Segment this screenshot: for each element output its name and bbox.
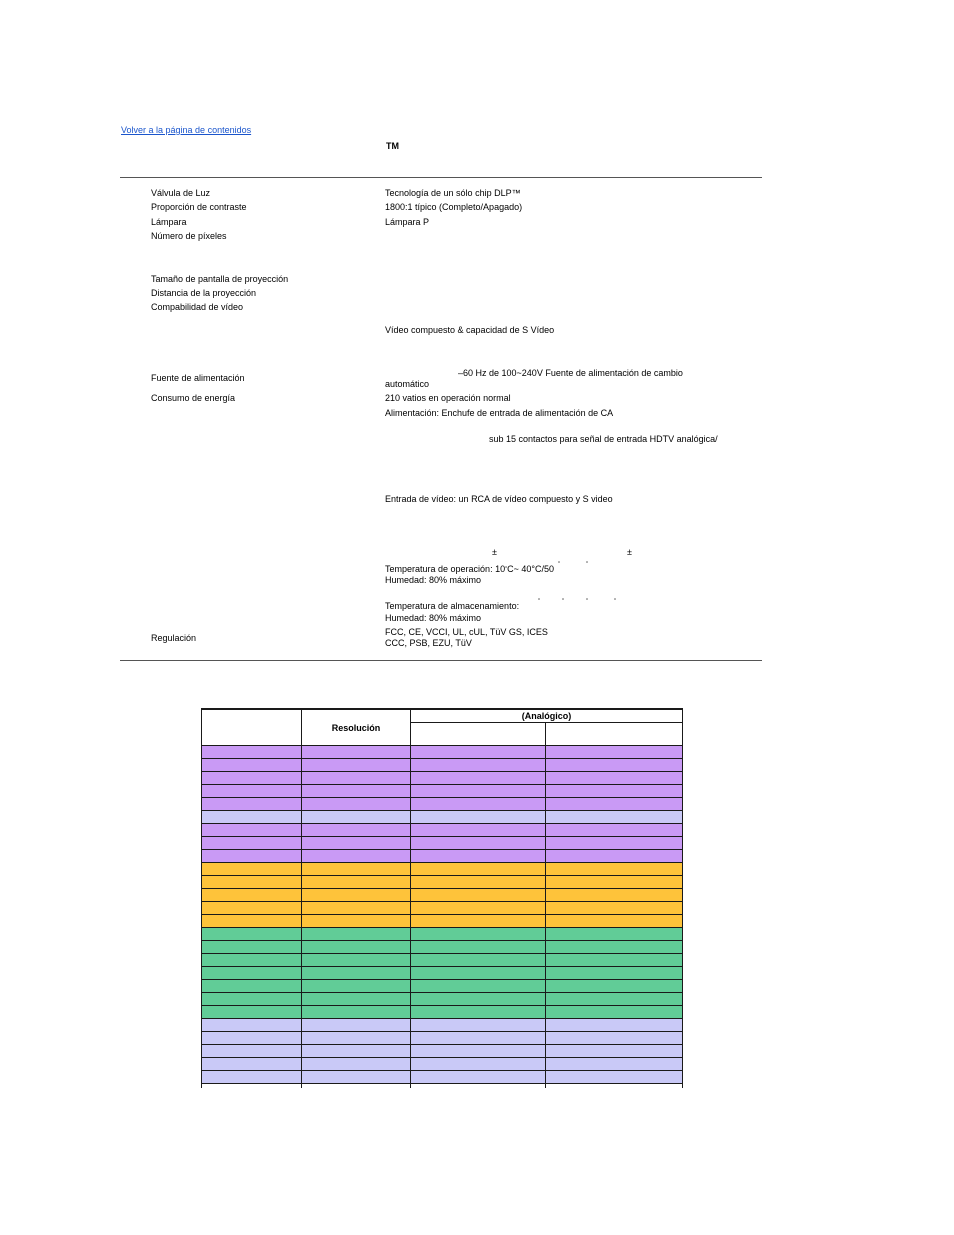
header-analog-sub-2 (546, 723, 683, 746)
mode-cell (546, 1032, 683, 1045)
mode-cell (546, 837, 683, 850)
mode-cell (202, 1019, 302, 1032)
mode-row (202, 915, 683, 928)
mode-cell (302, 746, 411, 759)
label-light-valve: Válvula de Luz (151, 188, 211, 198)
header-analog: (Analógico) (411, 709, 683, 723)
mode-cell (411, 1019, 546, 1032)
mode-cell (202, 785, 302, 798)
mode-cell (302, 759, 411, 772)
mode-cell (202, 837, 302, 850)
mode-cell (202, 798, 302, 811)
value-consumption: 210 vatios en operación normal (385, 393, 511, 403)
label-power-consumption: Consumo de energía (151, 393, 236, 403)
mode-row (202, 746, 683, 759)
value-contrast: 1800:1 típico (Completo/Apagado) (385, 202, 523, 212)
value-video-input: Entrada de vídeo: un RCA de vídeo compuesto y S video (385, 494, 613, 504)
mode-row (202, 837, 683, 850)
mode-cell (302, 798, 411, 811)
plus-minus-2: ± (627, 547, 632, 557)
mode-row (202, 928, 683, 941)
value-light-valve: Tecnología de un sólo chip DLP™ (385, 188, 521, 198)
mode-row (202, 1019, 683, 1032)
mode-row (202, 824, 683, 837)
mode-cell (302, 1019, 411, 1032)
op-degree-3: ° (586, 561, 588, 567)
mode-cell (302, 902, 411, 915)
mode-cell (546, 1058, 683, 1071)
label-pixels: Número de píxeles (151, 231, 227, 241)
st-degree-2: ° (562, 598, 564, 604)
mode-cell (302, 1032, 411, 1045)
op-temp-rest: C~ 40°C/50 (507, 564, 554, 574)
table-tail-row (202, 1084, 683, 1089)
mode-row (202, 811, 683, 824)
mode-cell (411, 1006, 546, 1019)
mode-cell (202, 954, 302, 967)
mode-row (202, 876, 683, 889)
mode-cell (302, 863, 411, 876)
mode-cell (546, 785, 683, 798)
mode-cell (202, 928, 302, 941)
mode-cell (411, 902, 546, 915)
mode-cell (202, 876, 302, 889)
mode-cell (546, 863, 683, 876)
tail-cell (546, 1084, 683, 1089)
label-regulation: Regulación (151, 633, 197, 643)
label-video: Compabilidad de vídeo (151, 302, 244, 312)
mode-cell (411, 889, 546, 902)
mode-cell (546, 915, 683, 928)
mode-cell (546, 876, 683, 889)
compatibility-modes-table (201, 708, 683, 1088)
mode-cell (302, 811, 411, 824)
mode-cell (411, 811, 546, 824)
mode-cell (411, 772, 546, 785)
mode-row (202, 941, 683, 954)
mode-cell (202, 1006, 302, 1019)
mode-cell (546, 1006, 683, 1019)
mode-cell (546, 850, 683, 863)
degree-mark: ° (505, 566, 508, 572)
mode-row (202, 1071, 683, 1084)
mode-cell (411, 1032, 546, 1045)
mode-cell (302, 785, 411, 798)
mode-row (202, 980, 683, 993)
header-mode-cell (202, 709, 302, 746)
mode-row (202, 902, 683, 915)
mode-cell (302, 954, 411, 967)
mode-row (202, 1058, 683, 1071)
mode-cell (302, 928, 411, 941)
mode-cell (411, 993, 546, 1006)
mode-row (202, 772, 683, 785)
op-temp-text: Temperatura de operación: 10 (385, 564, 506, 574)
value-video: Vídeo compuesto & capacidad de S Vídeo (385, 325, 555, 335)
mode-cell (302, 1071, 411, 1084)
mode-cell (302, 850, 411, 863)
mode-cell (546, 759, 683, 772)
mode-cell (302, 876, 411, 889)
tail-cell (302, 1084, 411, 1089)
mode-cell (202, 1032, 302, 1045)
mode-cell (302, 824, 411, 837)
mode-row (202, 1032, 683, 1045)
value-operating-temp (385, 564, 554, 575)
mode-cell (411, 876, 546, 889)
mode-cell (302, 980, 411, 993)
mode-cell (411, 837, 546, 850)
mode-cell (302, 993, 411, 1006)
mode-cell (411, 824, 546, 837)
mode-cell (546, 824, 683, 837)
mode-cell (202, 850, 302, 863)
mode-cell (202, 902, 302, 915)
mode-row (202, 759, 683, 772)
mode-row (202, 993, 683, 1006)
mode-cell (202, 1058, 302, 1071)
mode-cell (302, 915, 411, 928)
header-analog-sub-1 (411, 723, 546, 746)
mode-cell (411, 798, 546, 811)
value-operating-humidity: Humedad: 80% máximo (385, 575, 482, 585)
mode-cell (202, 941, 302, 954)
value-regulation-1: FCC, CE, VCCI, UL, cUL, TüV GS, ICES (385, 627, 548, 637)
mode-cell (546, 967, 683, 980)
mode-cell (202, 1071, 302, 1084)
mode-cell (302, 1006, 411, 1019)
value-storage-humidity: Humedad: 80% máximo (385, 613, 482, 623)
mode-cell (546, 941, 683, 954)
mode-row (202, 798, 683, 811)
value-dsub: sub 15 contactos para señal de entrada HDTV analógica/ (489, 434, 718, 444)
mode-cell (302, 941, 411, 954)
mode-cell (411, 941, 546, 954)
mode-cell (202, 993, 302, 1006)
label-lamp: Lámpara (151, 217, 187, 227)
label-distance: Distancia de la proyección (151, 288, 257, 298)
mode-cell (202, 915, 302, 928)
mode-row (202, 1045, 683, 1058)
value-lamp: Lámpara P (385, 217, 430, 227)
mode-cell (546, 1019, 683, 1032)
value-power-input: Alimentación: Enchufe de entrada de alimentación de CA (385, 408, 614, 418)
st-degree-4: ° (614, 598, 616, 604)
mode-cell (546, 772, 683, 785)
mode-cell (411, 863, 546, 876)
mode-cell (202, 759, 302, 772)
mode-cell (302, 772, 411, 785)
plus-minus-1: ± (492, 547, 497, 557)
value-power-line1: –60 Hz de 100~240V Fuente de alimentación de cambio (458, 368, 683, 378)
mode-cell (302, 889, 411, 902)
mode-cell (546, 1071, 683, 1084)
mode-row (202, 889, 683, 902)
value-storage-temp: Temperatura de almacenamiento: (385, 601, 520, 611)
mode-cell (202, 811, 302, 824)
mode-cell (546, 889, 683, 902)
st-degree-1: ° (538, 598, 540, 604)
label-contrast: Proporción de contraste (151, 202, 247, 212)
bottom-divider (120, 660, 762, 661)
mode-cell (302, 1058, 411, 1071)
st-degree-3: ° (586, 598, 588, 604)
mode-cell (411, 1071, 546, 1084)
modes-table-body (202, 746, 683, 1089)
mode-cell (202, 746, 302, 759)
op-degree-2: ° (558, 561, 560, 567)
mode-cell (546, 811, 683, 824)
mode-cell (411, 928, 546, 941)
mode-cell (546, 798, 683, 811)
mode-cell (546, 746, 683, 759)
mode-cell (546, 980, 683, 993)
back-to-contents-link[interactable]: Volver a la página de contenidos (121, 125, 252, 135)
mode-cell (202, 863, 302, 876)
mode-cell (411, 850, 546, 863)
top-divider (120, 177, 762, 178)
mode-cell (411, 954, 546, 967)
label-power-supply: Fuente de alimentación (151, 373, 245, 383)
mode-row (202, 863, 683, 876)
mode-cell (202, 980, 302, 993)
mode-cell (302, 967, 411, 980)
tail-cell (411, 1084, 546, 1089)
mode-cell (411, 759, 546, 772)
mode-cell (546, 993, 683, 1006)
tail-cell (202, 1084, 302, 1089)
mode-cell (411, 915, 546, 928)
mode-row (202, 785, 683, 798)
mode-cell (546, 1045, 683, 1058)
mode-cell (302, 837, 411, 850)
mode-cell (202, 824, 302, 837)
value-power-line2: automático (385, 379, 430, 389)
trademark-mark: TM (386, 141, 399, 151)
mode-row (202, 850, 683, 863)
mode-cell (202, 1045, 302, 1058)
mode-cell (411, 1045, 546, 1058)
mode-row (202, 1006, 683, 1019)
mode-cell (202, 772, 302, 785)
mode-cell (411, 746, 546, 759)
mode-cell (302, 1045, 411, 1058)
mode-cell (411, 1058, 546, 1071)
header-resolution: Resolución (302, 709, 411, 746)
mode-cell (546, 928, 683, 941)
mode-cell (546, 954, 683, 967)
label-screen-size: Tamaño de pantalla de proyección (151, 274, 289, 284)
mode-cell (546, 902, 683, 915)
mode-cell (411, 785, 546, 798)
mode-cell (411, 980, 546, 993)
mode-cell (202, 889, 302, 902)
mode-row (202, 967, 683, 980)
mode-cell (411, 967, 546, 980)
mode-row (202, 954, 683, 967)
mode-cell (202, 967, 302, 980)
value-regulation-2: CCC, PSB, EZU, TüV (385, 638, 472, 648)
